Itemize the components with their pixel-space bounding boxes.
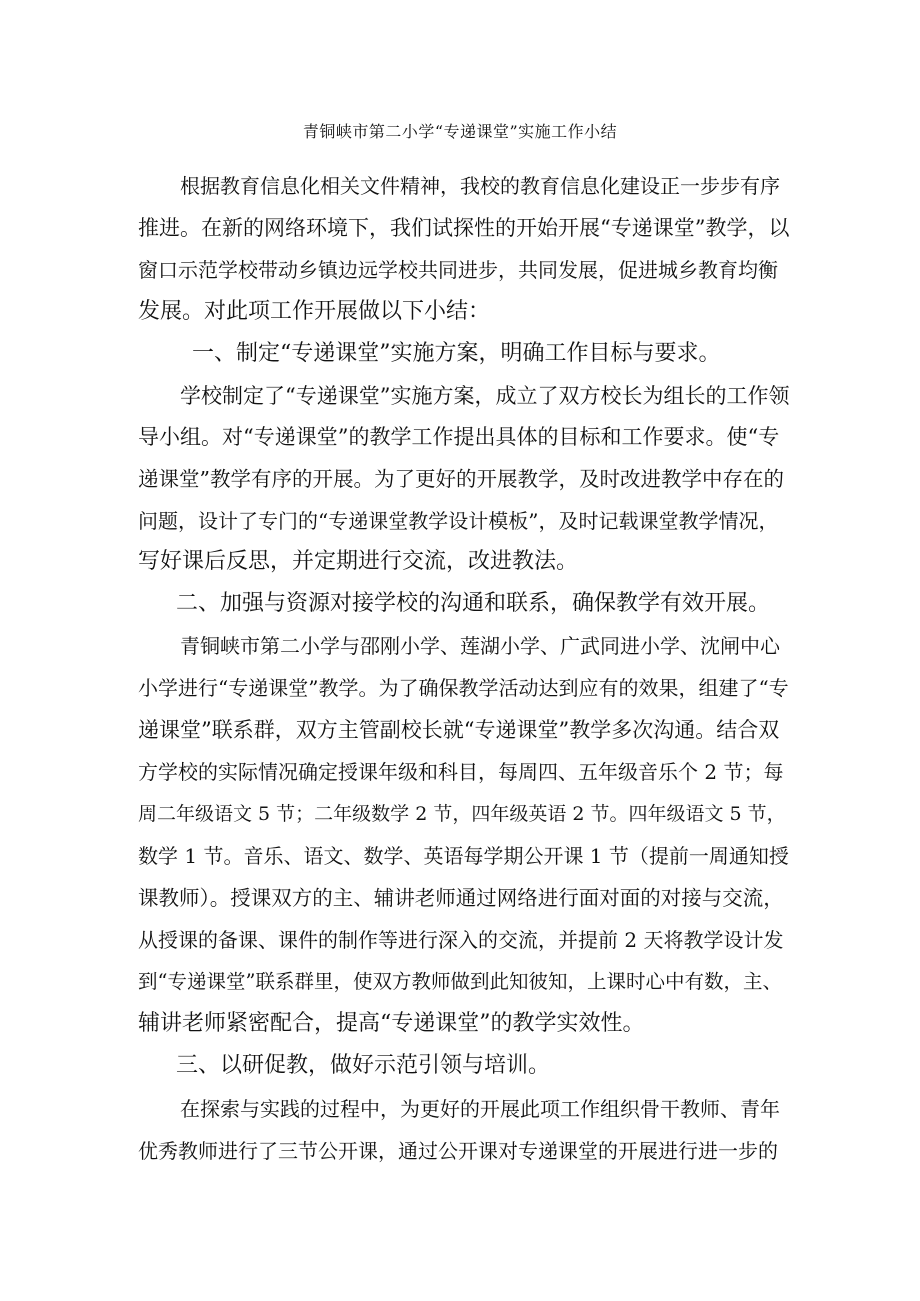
paragraph-3-line: 数学 1 节。音乐、语文、数学、英语每学期公开课 1 节（提前一周通知授 bbox=[138, 844, 789, 868]
paragraph-4-line: 在探索与实践的过程中，为更好的开展此项工作组织骨干教师、青年 bbox=[180, 1097, 780, 1121]
paragraph-2-line: 写好课后反思，并定期进行交流，改进教法。 bbox=[138, 549, 579, 574]
paragraph-1-line: 发展。对此项工作开展做以下小结： bbox=[138, 299, 491, 324]
paragraph-3-line: 青铜峡市第二小学与邵刚小学、莲湖小学、广武同进小学、沈闸中心 bbox=[180, 634, 780, 658]
paragraph-1-line: 根据教育信息化相关文件精神，我校的教育信息化建设正一步步有序 bbox=[180, 174, 780, 198]
paragraph-3-line: 课教师）。授课双方的主、辅讲老师通过网络进行面对面的对接与交流， bbox=[138, 886, 784, 910]
document-title: 青铜峡市第二小学“专递课堂”实施工作小结 bbox=[302, 122, 618, 141]
paragraph-3-line: 方学校的实际情况确定授课年级和科目，每周四、五年级音乐个 2 节；每 bbox=[138, 760, 784, 784]
section-heading-1: 一、制定“专递课堂”实施方案，明确工作目标与要求。 bbox=[192, 341, 721, 366]
paragraph-2-line: 递课堂”教学有序的开展。为了更好的开展教学，及时改进教学中存在的 bbox=[138, 467, 784, 491]
paragraph-3-line: 递课堂”联系群，双方主管副校长就“专递课堂”教学多次沟通。结合双 bbox=[138, 718, 780, 742]
paragraph-2-line: 问题，设计了专门的“专递课堂教学设计模板”，及时记载课堂教学情况， bbox=[138, 509, 779, 533]
paragraph-3-line: 辅讲老师紧密配合，提高“专递课堂”的教学实效性。 bbox=[138, 1011, 645, 1036]
paragraph-4-line: 优秀教师进行了三节公开课，通过公开课对专递课堂的开展进行进一步的 bbox=[138, 1139, 778, 1163]
paragraph-2-line: 导小组。对“专递课堂”的教学工作提出具体的目标和工作要求。使“专 bbox=[138, 425, 780, 449]
paragraph-3-line: 周二年级语文 5 节；二年级数学 2 节，四年级英语 2 节。四年级语文 5 节， bbox=[138, 803, 786, 825]
paragraph-2-line: 学校制定了“专递课堂”实施方案，成立了双方校长为组长的工作领 bbox=[180, 384, 790, 408]
section-heading-3: 三、以研促教，做好示范引领与培训。 bbox=[176, 1053, 551, 1078]
paragraph-3-line: 从授课的备课、课件的制作等进行深入的交流，并提前 2 天将教学设计发 bbox=[138, 928, 784, 952]
paragraph-3-line: 小学进行“专递课堂”教学。为了确保教学活动达到应有的效果，组建了“专 bbox=[138, 676, 789, 700]
paragraph-3-line: 到“专递课堂”联系群里，使双方教师做到此知彼知，上课时心中有数，主、 bbox=[138, 970, 782, 993]
section-heading-2: 二、加强与资源对接学校的沟通和联系，确保教学有效开展。 bbox=[176, 591, 771, 616]
paragraph-1-line: 窗口示范学校带动乡镇边远学校共同进步，共同发展，促进城乡教育均衡 bbox=[138, 258, 778, 282]
paragraph-1-line: 推进。在新的网络环境下，我们试探性的开始开展“专递课堂”教学，以 bbox=[138, 216, 790, 240]
